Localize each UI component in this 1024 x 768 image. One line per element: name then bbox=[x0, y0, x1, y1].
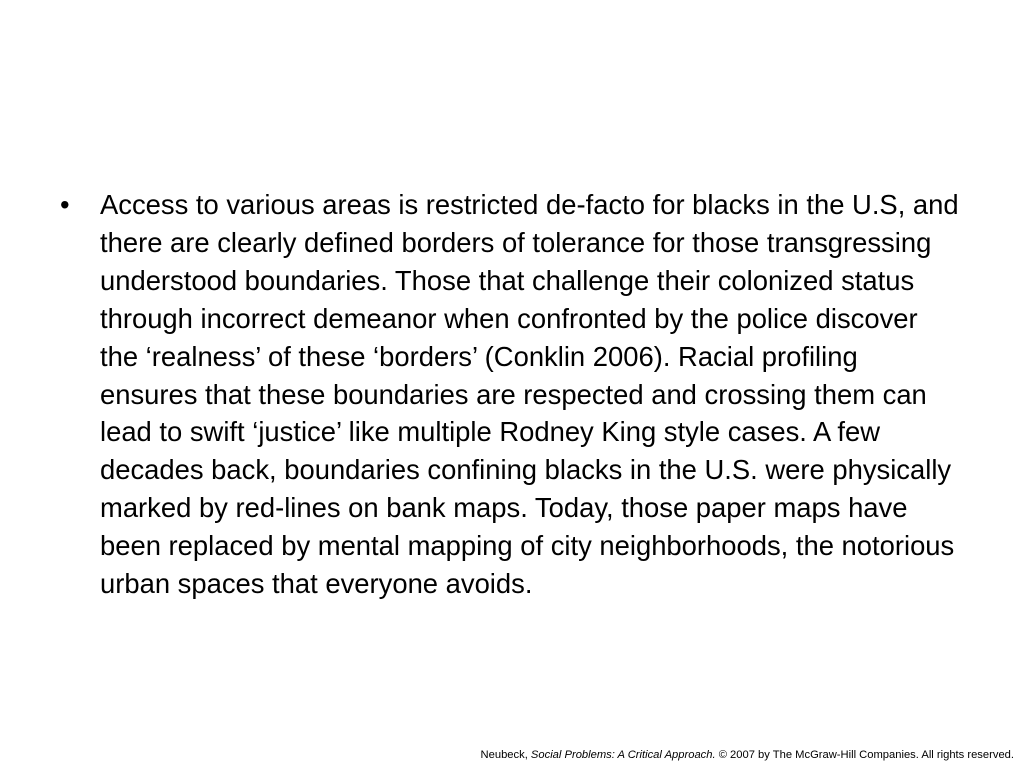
bullet-item bbox=[60, 186, 960, 603]
footer-book-title: Social Problems: A Critical Approach. bbox=[530, 749, 716, 761]
copyright-footer bbox=[481, 748, 1014, 762]
footer-copyright: © 2007 by The McGraw-Hill Companies. All rights reserved. bbox=[715, 749, 1014, 761]
bullet-marker: • bbox=[60, 189, 70, 220]
bullet-list bbox=[60, 186, 960, 603]
bullet-text: Access to various areas is restricted de-facto for blacks in the U.S, and there are clearly defined borders of tolerance for those transgressing understood boundaries. Those that challenge their colonized status through incorrect demeanor when confronted by the police discover the ‘realness’ of these ‘borders’ (Conklin 2006). Racial profiling ensures that these boundaries are respected and crossing them can lead to swift ‘justice’ like multiple Rodney King style cases. A few decades back, boundaries confining blacks in the U.S. were physically marked by red-lines on bank maps. Today, those paper maps have been replaced by mental mapping of city neighborhoods, the notorious urban spaces that everyone avoids. bbox=[100, 189, 959, 600]
footer-author: Neubeck, bbox=[480, 749, 531, 761]
